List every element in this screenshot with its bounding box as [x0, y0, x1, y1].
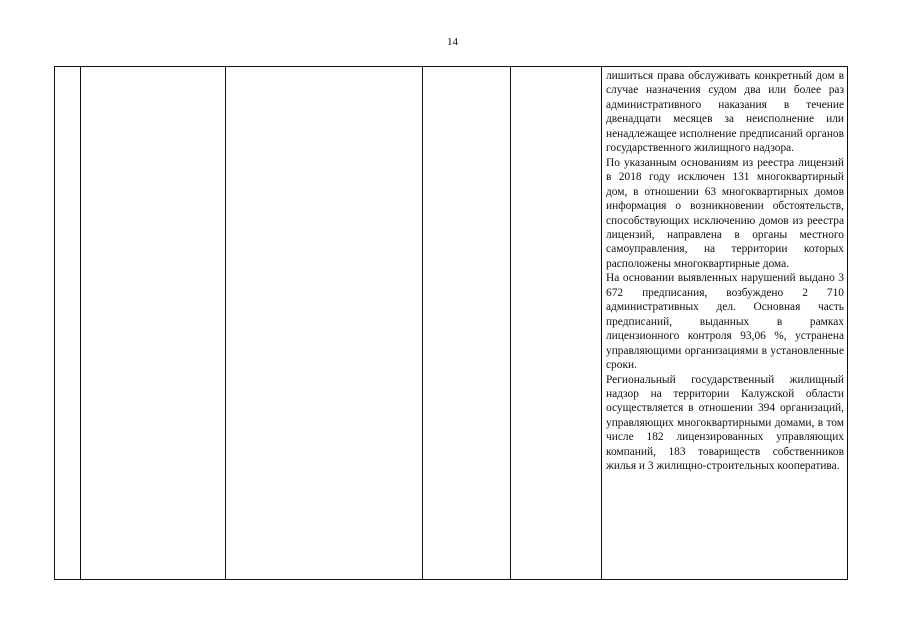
column-divider — [80, 67, 81, 579]
paragraph-prescriptions: На основании выявленных нарушений выдано 3 672 предписания, возбуждено 2 710 административных дел. Основная часть предписаний, выданных в рамках лицензионного контроля 93,06 %, устранена управляющими организациями в установленные сроки. — [606, 272, 844, 372]
paragraph-license-revocation: лишиться права обслуживать конкретный дом в случае назначения судом два или более раз административного наказания в течение двенадцати месяцев за неисполнение или ненадлежащее исполнение предписаний органов государственного жилищного надзора. — [606, 70, 844, 155]
paragraph-excluded-houses: По указанным основаниям из реестра лицензий в 2018 году исключен 131 многоквартирный дом, в отношении 63 многоквартирных домов информация о возникновении обстоятельств, способствующих исключению домов из реестра лицензий, направлена в органы местного самоуправления, на территории которых расположены многоквартирные дома. — [606, 156, 844, 270]
page-number: 14 — [447, 36, 458, 48]
column-divider — [601, 67, 602, 579]
column-divider — [422, 67, 423, 579]
table-cell-measures-text — [606, 69, 844, 474]
report-table — [54, 66, 848, 580]
column-divider — [510, 67, 511, 579]
column-divider — [225, 67, 226, 579]
paragraph-regional-supervision: Региональный государственный жилищный надзор на территории Калужской области осуществляется в отношении 394 организаций, управляющих многоквартирными домами, в том числе 182 лицензированных управляющих компаний, 183 товариществ собственников жилья и 3 жилищно-строительных кооператива. — [606, 373, 844, 473]
